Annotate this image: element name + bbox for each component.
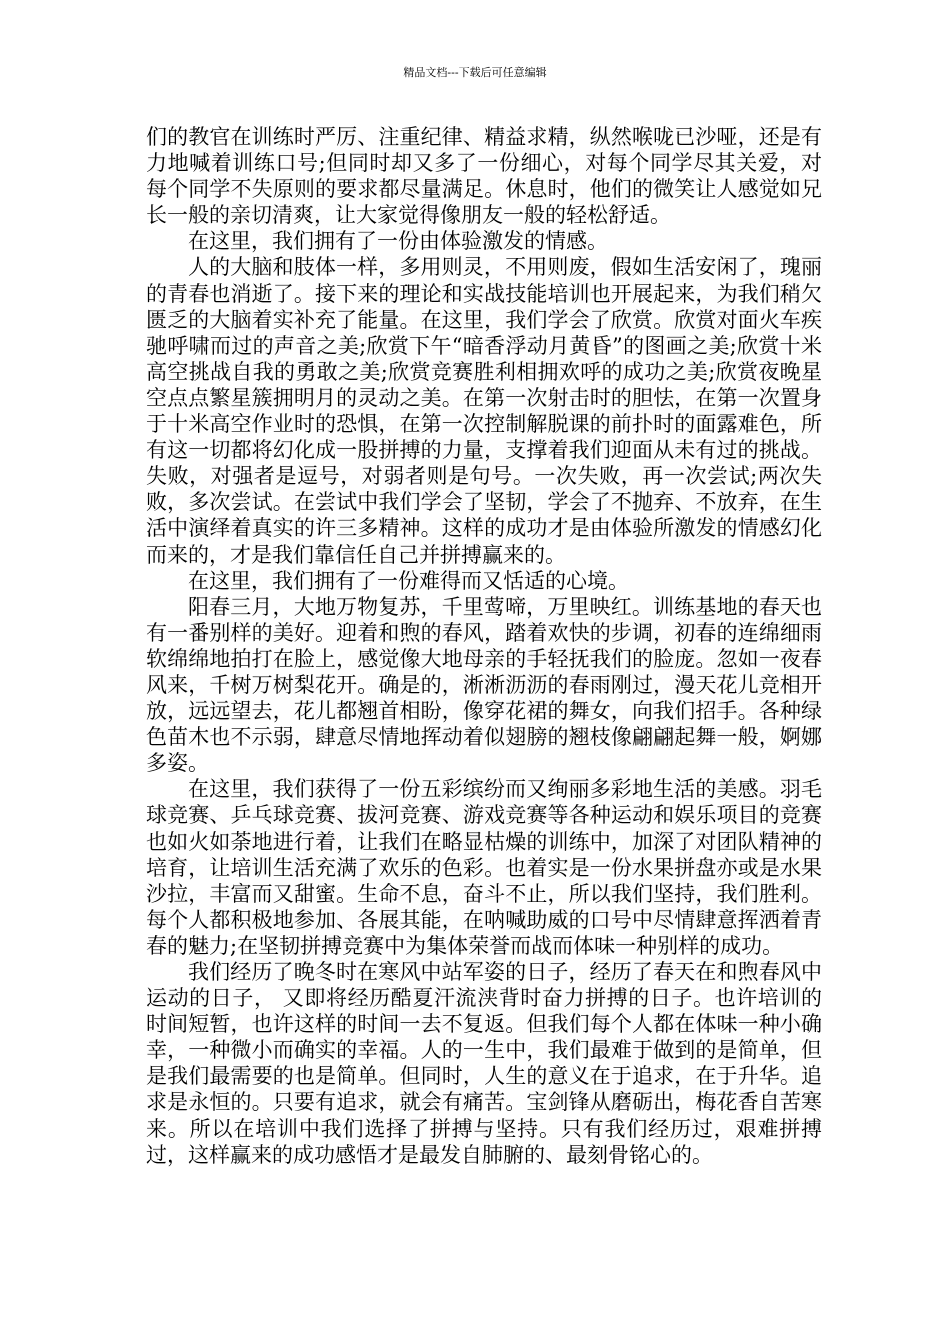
paragraph-7: 我们经历了晚冬时在寒风中站军姿的日子，经历了春天在和煦春风中运动的日子， 又即将经历酷夏汗流浃背时奋力拼搏的日子。也许培训的时间短暂，也许这样的时间一去不复返。但我们每个人都在体味一种小确幸，一种微小而确实的幸福。人的一生中，我们最难于做到的是简单，但是我们最需要的也是简单。但同时，人生的意义在于追求，在于升华。追求是永恒的。只要有追求，就会有痛苦。宝剑锋从磨砺出，梅花香自苦寒来。所以在培训中我们选择了拼搏与坚持。只有我们经历过，艰难拼搏过，这样赢来的成功感悟才是最发自肺腑的、最刻骨铭心的。 xyxy=(146,960,822,1167)
document-body xyxy=(146,124,822,1168)
paragraph-6: 在这里，我们获得了一份五彩缤纷而又绚丽多彩地生活的美感。羽毛球竞赛、乒乓球竞赛、拔河竞赛、游戏竞赛等各种运动和娱乐项目的竞赛也如火如荼地进行着，让我们在略显枯燥的训练中，加深了对团队精神的培育，让培训生活充满了欢乐的色彩。也着实是一份水果拼盘亦或是水果沙拉，丰富而又甜蜜。生命不息，奋斗不止，所以我们坚持，我们胜利。每个人都积极地参加、各展其能，在呐喊助威的口号中尽情肆意挥洒着青春的魅力;在坚韧拼搏竞赛中为集体荣誉而战而体味一种别样的成功。 xyxy=(146,777,822,958)
paragraph-1: 们的教官在训练时严厉、注重纪律、精益求精，纵然喉咙已沙哑，还是有力地喊着训练口号;但同时却又多了一份细心，对每个同学尽其关爱，对每个同学不失原则的要求都尽量满足。休息时，他们的微笑让人感觉如兄长一般的亲切清爽，让大家觉得像朋友一般的轻松舒适。 xyxy=(146,125,822,228)
paragraph-4: 在这里，我们拥有了一份难得而又恬适的心境。 xyxy=(188,568,629,593)
paragraph-3: 人的大脑和肢体一样，多用则灵，不用则废，假如生活安闲了，瑰丽的青春也消逝了。接下来的理论和实战技能培训也开展起来，为我们稍欠匮乏的大脑着实补充了能量。在这里，我们学会了欣赏。欣赏对面火车疾驰呼啸而过的声音之美;欣赏下午“暗香浮动月黄昏”的图画之美;欣赏十米高空挑战自我的勇敢之美;欣赏竞赛胜利相拥欢呼的成功之美;欣赏夜晚星空点点繁星簇拥明月的灵动之美。在第一次射击时的胆怯，在第一次置身于十米高空作业时的恐惧，在第一次控制解脱课的前扑时的面露难色，所有这一切都将幻化成一股拼搏的力量，支撑着我们迎面从未有过的挑战。失败，对强者是逗号，对弱者则是句号。一次失败，再一次尝试;两次失败，多次尝试。在尝试中我们学会了坚韧，学会了不抛弃、不放弃，在生活中演绎着真实的许三多精神。这样的成功才是由体验所激发的情感幻化而来的，才是我们靠信任自己并拼搏赢来的。 xyxy=(146,255,822,567)
paragraph-5: 阳春三月，大地万物复苏，千里莺啼，万里映红。训练基地的春天也有一番别样的美好。迎着和煦的春风，踏着欢快的步调，初春的连绵细雨软绵绵地拍打在脸上，感觉像大地母亲的手轻抚我们的脸庞。忽如一夜春风来，千树万树梨花开。确是的，淅淅沥沥的春雨刚过，漫天花儿竞相开放，远远望去，花儿都翘首相盼，像穿花裙的舞女，向我们招手。各种绿色苗木也不示弱，肆意尽情地挥动着似翅膀的翘枝像翩翩起舞一般，婀娜多姿。 xyxy=(146,594,822,776)
page-header: 精品文档---下载后可任意编辑 xyxy=(403,66,547,79)
paragraph-2: 在这里，我们拥有了一份由体验激发的情感。 xyxy=(188,229,608,254)
